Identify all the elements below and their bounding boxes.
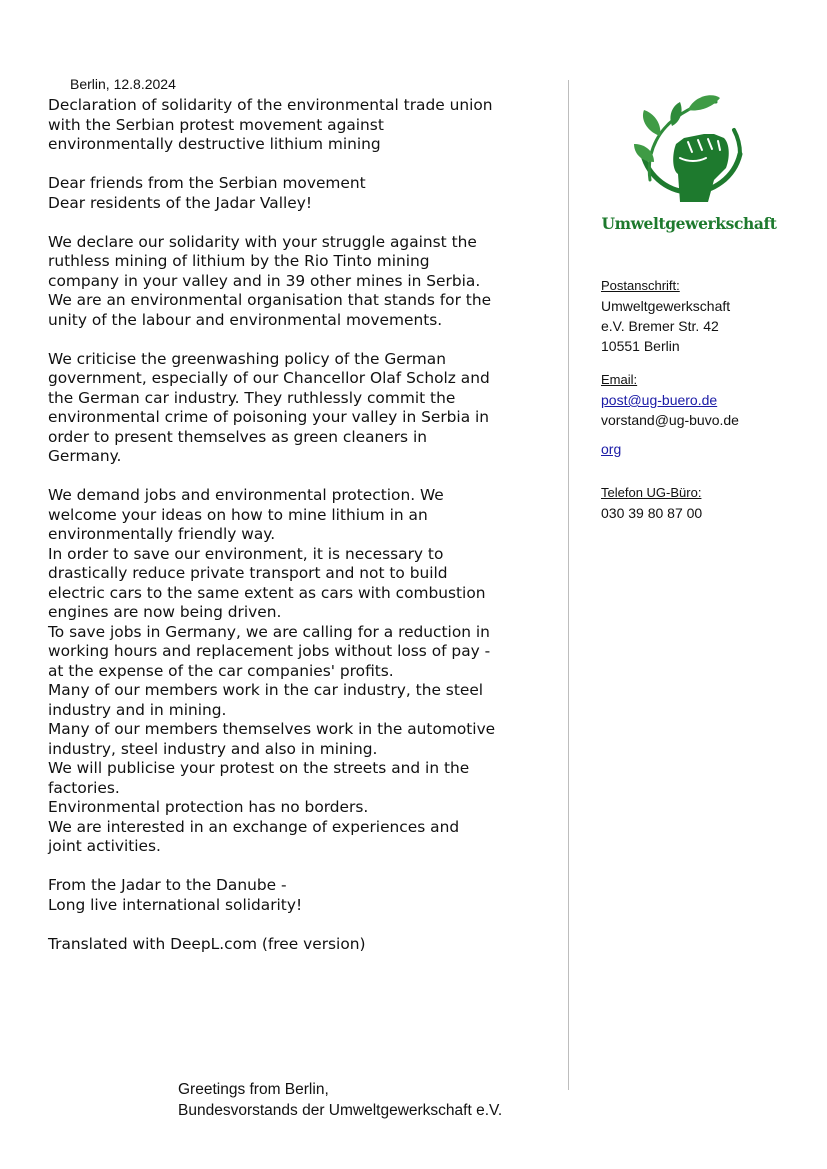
- body-line: joint activities.: [48, 837, 161, 855]
- email-secondary: vorstand@ug-buvo.de: [601, 412, 739, 428]
- phone-number: 030 39 80 87 00: [601, 505, 703, 521]
- organisation-logo: [600, 92, 778, 242]
- body-line: at the expense of the car companies' profits.: [48, 661, 394, 680]
- postal-line: 10551 Berlin: [601, 338, 680, 354]
- body-line: We will publicise your protest on the streets and in the: [48, 759, 470, 777]
- body-line: We declare our solidarity with your struggle against the: [48, 232, 477, 251]
- body-line: order to present themselves as green cleaners in: [48, 427, 427, 446]
- email-link[interactable]: post@ug-buero.de: [601, 392, 718, 408]
- body-line: Translated with DeepL.com (free version): [48, 934, 366, 953]
- letter-date: Berlin, 12.8.2024: [70, 76, 176, 92]
- paragraph-gap: [48, 213, 548, 233]
- body-line: Many of our members themselves work in the automotive: [48, 720, 496, 738]
- body-line: industry and in mining.: [48, 700, 227, 719]
- body-line: Declaration of solidarity of the environmental trade union: [48, 96, 493, 114]
- letter-body: [48, 96, 548, 954]
- email-block: [601, 370, 801, 430]
- body-line: Germany.: [48, 447, 122, 465]
- body-line: From the Jadar to the Danube -: [48, 876, 287, 894]
- postal-address-block: [601, 276, 801, 356]
- body-line: Dear friends from the Serbian movement: [48, 174, 366, 192]
- closing-signature: [178, 1079, 502, 1121]
- column-divider: [568, 80, 569, 1090]
- body-line: Environmental protection has no borders.: [48, 798, 369, 816]
- body-line: Many of our members work in the car industry, the steel: [48, 681, 484, 699]
- email-heading: Email:: [601, 372, 638, 387]
- paragraph-gap: [48, 155, 548, 175]
- body-line: environmentally friendly way.: [48, 525, 276, 543]
- phone-block: [601, 483, 801, 523]
- body-line: unity of the labour and environmental movements.: [48, 310, 443, 329]
- body-line: engines are now being driven.: [48, 603, 282, 621]
- body-line: We are an environmental organisation that stands for the: [48, 291, 492, 309]
- website-link[interactable]: org: [601, 441, 622, 457]
- body-line: We demand jobs and environmental protection. We: [48, 486, 444, 504]
- body-line: company in your valley and in 39 other mines in Serbia.: [48, 271, 481, 290]
- logo-wordmark: Umweltgewerkschaft: [601, 214, 777, 233]
- body-line: environmental crime of poisoning your valley in Serbia in: [48, 408, 490, 426]
- body-line: government, especially of our Chancellor Olaf Scholz and: [48, 369, 490, 387]
- postal-heading: Postanschrift:: [601, 278, 680, 293]
- body-line: the German car industry. They ruthlessly commit the: [48, 388, 456, 407]
- body-line: with the Serbian protest movement against: [48, 115, 384, 134]
- website-block: [601, 439, 801, 459]
- body-line: welcome your ideas on how to mine lithium in an: [48, 505, 428, 524]
- postal-line: Umweltgewerkschaft: [601, 298, 731, 314]
- paragraph-gap: [48, 915, 548, 935]
- paragraph-gap: [48, 330, 548, 350]
- paragraph-gap: [48, 467, 548, 487]
- body-line: Dear residents of the Jadar Valley!: [48, 193, 312, 212]
- body-line: environmentally destructive lithium mining: [48, 135, 381, 153]
- body-line: To save jobs in Germany, we are calling for a reduction in: [48, 622, 490, 641]
- postal-line: e.V. Bremer Str. 42: [601, 318, 719, 334]
- body-line: Long live international solidarity!: [48, 895, 303, 914]
- body-line: We criticise the greenwashing policy of the German: [48, 349, 446, 368]
- closing-sender: Bundesvorstands der Umweltgewerkschaft e.V.: [178, 1102, 503, 1119]
- body-line: We are interested in an exchange of experiences and: [48, 817, 460, 836]
- body-line: ruthless mining of lithium by the Rio Tinto mining: [48, 252, 430, 270]
- body-line: factories.: [48, 778, 120, 797]
- body-line: working hours and replacement jobs without loss of pay -: [48, 642, 491, 660]
- phone-heading: Telefon UG-Büro:: [601, 485, 702, 500]
- paragraph-gap: [48, 857, 548, 877]
- closing-greeting: Greetings from Berlin,: [178, 1081, 329, 1098]
- body-line: electric cars to the same extent as cars with combustion: [48, 583, 486, 602]
- raised-fist-with-leaves-icon: [628, 92, 748, 212]
- body-line: drastically reduce private transport and not to build: [48, 564, 448, 582]
- body-line: industry, steel industry and also in mining.: [48, 739, 378, 758]
- body-line: In order to save our environment, it is necessary to: [48, 544, 444, 563]
